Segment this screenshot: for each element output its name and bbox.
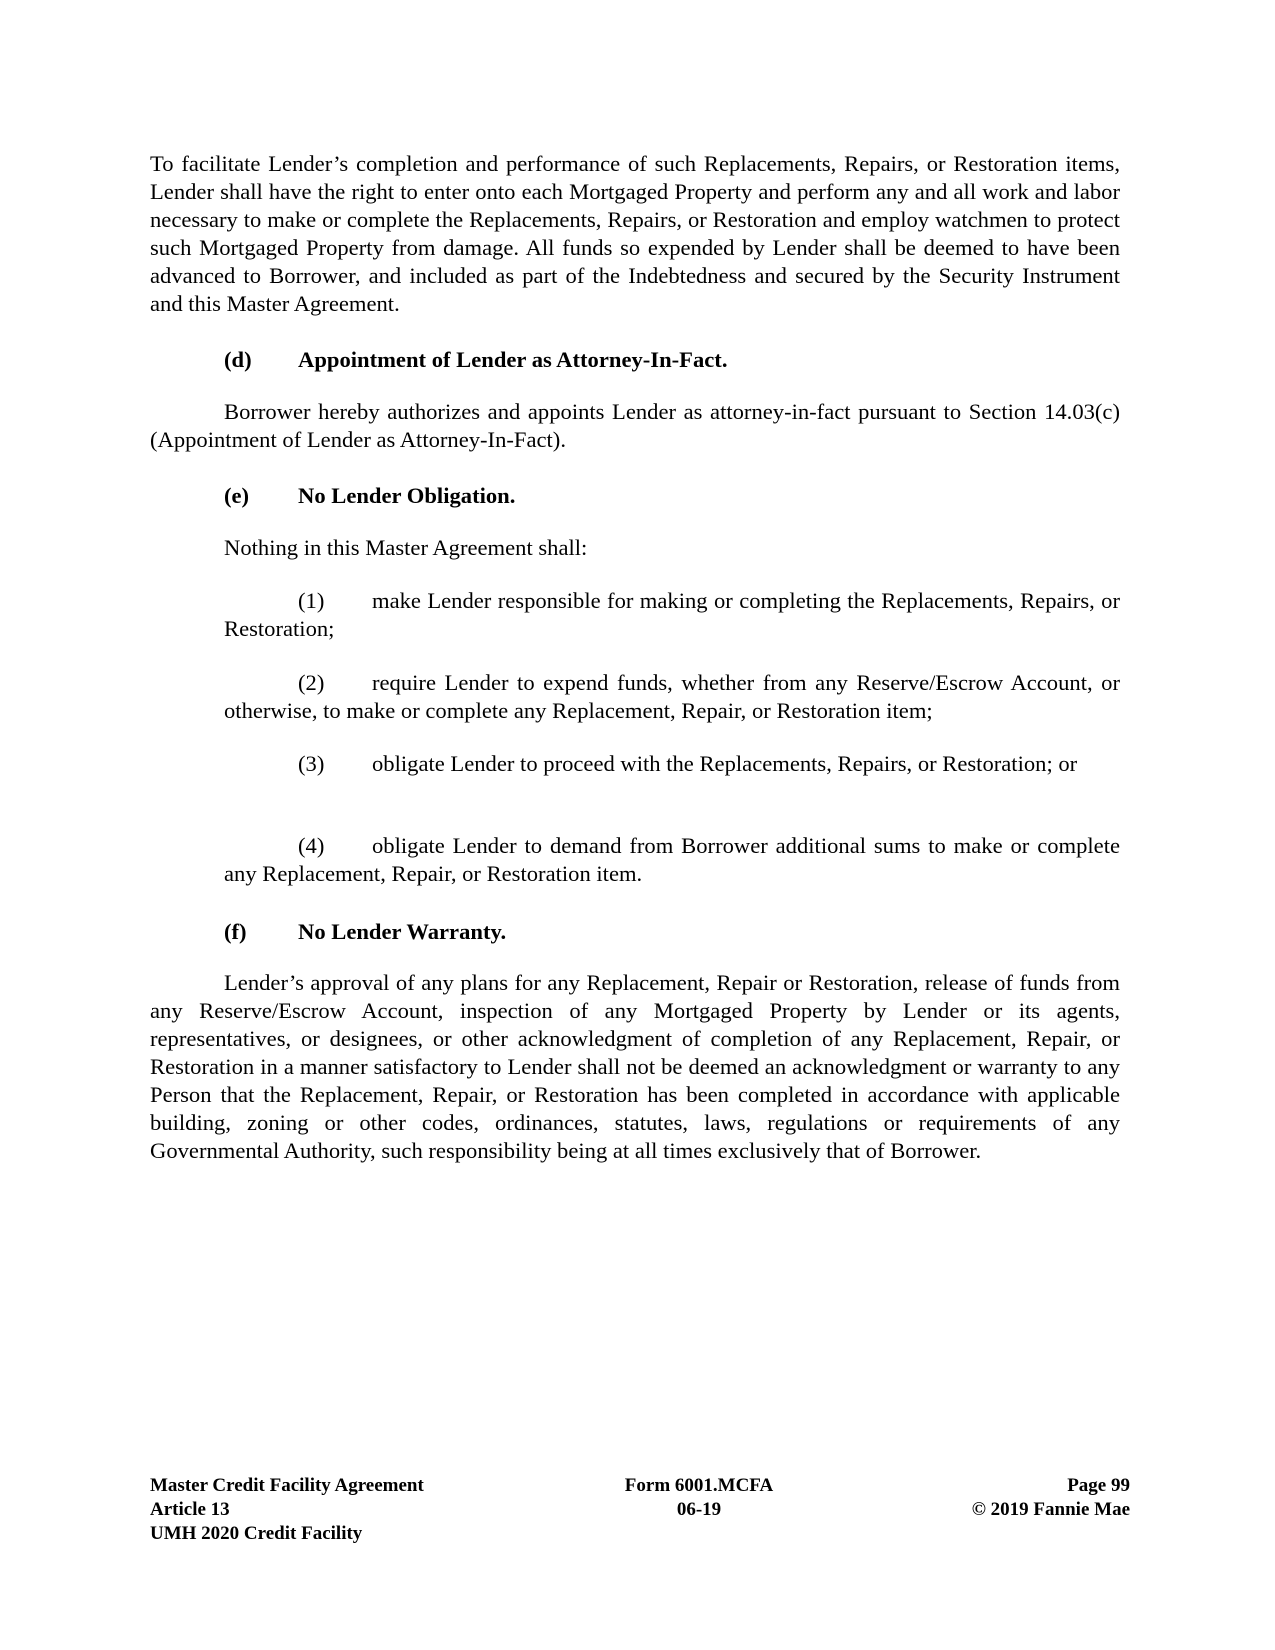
heading-e-label: (e) — [224, 483, 250, 508]
heading-e-title: No Lender Obligation. — [298, 483, 516, 508]
paragraph-e-intro: Nothing in this Master Agreement shall: — [224, 535, 588, 560]
footer-form-date: 06-19 — [676, 1499, 722, 1520]
footer-form-number: Form 6001.MCFA — [624, 1475, 774, 1496]
paragraph-d: Borrower hereby authorizes and appoints Lender as attorney-in-fact pursuant to Section 14.03(c) (Appointment of Lender as Attorney-In-Fact). — [150, 399, 1120, 452]
heading-d-label: (d) — [224, 347, 252, 372]
list-item — [224, 750, 1120, 778]
paragraph-f: Lender’s approval of any plans for any Replacement, Repair or Restoration, release of funds from any Reserve/Escrow Account, inspection of any Mortgaged Property by Lender or its agents, representatives, or designees, or other acknowledgment of completion of any Replacement, Repair, or Restoration in a manner satisfactory to Lender shall not be deemed an acknowledgment or warranty to any Person that the Replacement, Repair, or Restoration has been completed in accordance with applicable building, zoning or other codes, ordinances, statutes, laws, regulations or requirements of any Governmental Authority, such responsibility being at all times exclusively that of Borrower. — [150, 970, 1120, 1163]
footer-copyright: © 2019 Fannie Mae — [971, 1499, 1130, 1520]
list-item-number: (4) — [298, 833, 325, 858]
list-item — [224, 669, 1120, 725]
list-item-text: require Lender to expend funds, whether from any Reserve/Escrow Account, or otherwise, to make or complete any Replacement, Repair, or Restoration item; — [224, 670, 1120, 723]
heading-d-title: Appointment of Lender as Attorney-In-Fact. — [298, 347, 728, 372]
footer-left — [150, 1474, 424, 1546]
heading-f-title: No Lender Warranty. — [298, 919, 507, 944]
footer-right — [950, 1474, 1130, 1522]
list-item — [224, 832, 1120, 888]
footer-agreement-name: Master Credit Facility Agreement — [150, 1475, 424, 1496]
heading-d — [224, 346, 727, 374]
list-item — [224, 587, 1120, 643]
heading-f — [224, 918, 506, 946]
list-item-number: (3) — [298, 751, 325, 776]
list-item-text: make Lender responsible for making or completing the Replacements, Repairs, or Restoration; — [224, 588, 1120, 641]
paragraph-intro: To facilitate Lender’s completion and performance of such Replacements, Repairs, or Restoration items, Lender shall have the right to enter onto each Mortgaged Property and perform any and all work and labor necessary to make or complete the Replacements, Repairs, or Restoration and employ watchmen to protect such Mortgaged Property from damage. All funds so expended by Lender shall be deemed to have been advanced to Borrower, and included as part of the Indebtedness and secured by the Security Instrument and this Master Agreement. — [150, 151, 1120, 316]
list-item-text: obligate Lender to proceed with the Replacements, Repairs, or Restoration; or — [372, 751, 1078, 776]
list-item-text: obligate Lender to demand from Borrower additional sums to make or complete any Replacement, Repair, or Restoration item. — [224, 833, 1120, 886]
footer-article: Article 13 — [150, 1499, 230, 1520]
footer-page-number: Page 99 — [1067, 1475, 1130, 1496]
heading-f-label: (f) — [224, 919, 247, 944]
footer-facility-name: UMH 2020 Credit Facility — [150, 1523, 363, 1544]
heading-e — [224, 482, 515, 510]
footer-center — [599, 1474, 799, 1522]
list-item-number: (2) — [298, 670, 325, 695]
list-item-number: (1) — [298, 588, 325, 613]
